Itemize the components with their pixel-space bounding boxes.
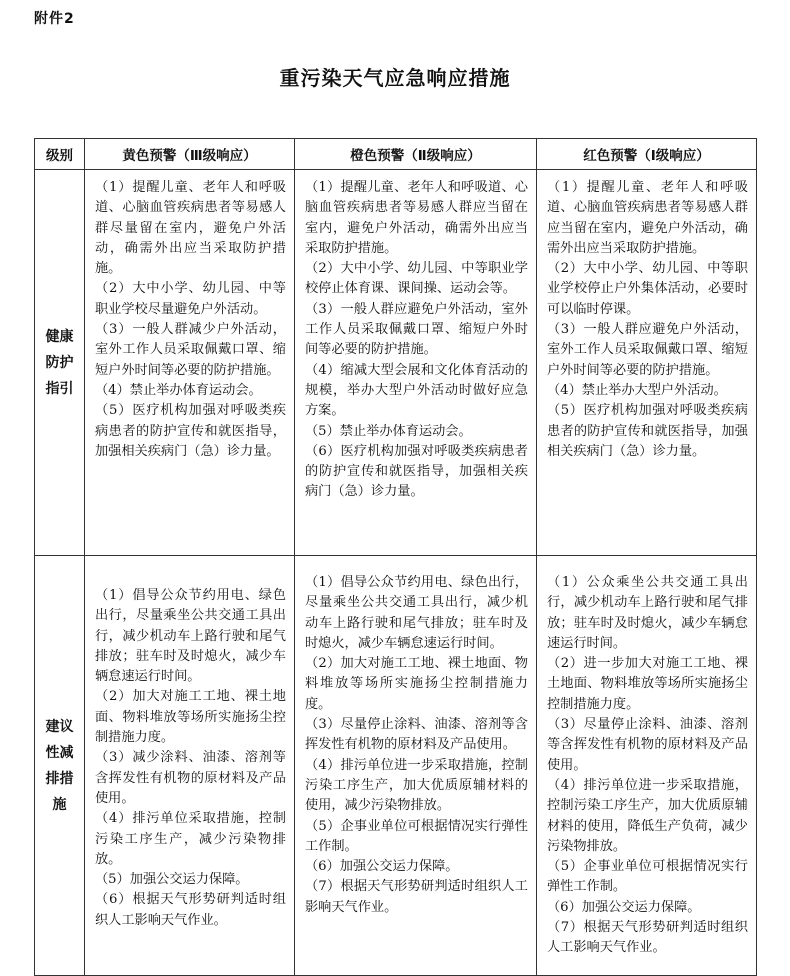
row-category-emission: 建议性减排措施 [35,556,85,976]
measure-item: （4）排污单位进一步采取措施，控制污染工序生产，加大优质原辅材料的使用，减少污染物排放。 [305,757,528,814]
measure-item: （2）大中小学、幼儿园、中等职业学校停止户外集体活动，必要时可以临时停课。 [547,261,748,317]
measure-item: （4）排污单位进一步采取措施，控制污染工序生产，加大优质原辅材料的使用，降低生产负荷，减少污染物排放。 [547,777,748,854]
table-header-row [35,139,757,170]
measure-item: （2）进一步加大对施工工地、裸土地面、物料堆放等场所实施扬尘控制措施力度。 [547,656,748,712]
cell-yellow-emission [85,556,295,976]
measure-item: （5）医疗机构加强对呼吸类疾病患者的防护宣传和就医指导，加强相关疾病门（急）诊力量。 [95,403,286,459]
measure-item: （1）提醒儿童、老年人和呼吸道、心脑血管疾病患者等易感人群应当留在室内，避免户外活动，确需外出应当采取防护措施。 [547,180,748,256]
measure-item: （6）加强公交运力保障。 [547,899,701,915]
measure-item: （2）大中小学、幼儿园、中等职业学校停止体育课、课间操、运动会等。 [305,261,528,297]
table-row-emission-reduction [35,556,757,976]
cell-red-emission [537,556,757,976]
measure-item: （1）倡导公众节约用电、绿色出行，尽量乘坐公共交通工具出行，减少机动车上路行驶和尾气排放；驻车时及时熄火，减少车辆怠速运行时间。 [305,575,528,651]
header-level: 级别 [35,139,85,170]
measure-item: （1）公众乘坐公共交通工具出行，减少机动车上路行驶和尾气排放；驻车时及时熄火，减少车辆怠速运行时间。 [547,575,748,651]
measure-item: （1）提醒儿童、老年人和呼吸道、心脑血管疾病患者等易感人群应当留在室内，避免户外活动，确需外出应当采取防护措施。 [305,180,528,256]
measure-item: （3）减少涂料、油漆、溶剂等含挥发性有机物的原材料及产品使用。 [95,750,286,806]
measure-item: （4）排污单位采取措施，控制污染工序生产，减少污染物排放。 [95,811,286,867]
measure-item: （3）尽量停止涂料、油漆、溶剂等含挥发性有机物的原材料及产品使用。 [305,717,528,753]
measure-item: （5）禁止举办体育运动会。 [305,423,472,439]
cell-yellow-health [85,170,295,556]
table-row-health-guidance [35,170,757,556]
measure-item: （3）尽量停止涂料、油漆、溶剂等含挥发性有机物的原材料及产品使用。 [547,717,748,773]
measure-item: （4）禁止举办大型户外活动。 [547,382,727,398]
measure-item: （2）加大对施工工地、裸土地面、物料堆放等场所实施扬尘控制措施力度。 [305,656,528,712]
cell-orange-health [295,170,537,556]
measure-item: （1）倡导公众节约用电、绿色出行，尽量乘坐公共交通工具出行，减少机动车上路行驶和尾气排放；驻车时及时熄火，减少车辆怠速运行时间。 [95,588,286,685]
measure-item: （7）根据天气形势研判适时组织人工影响天气作业。 [547,920,748,956]
measure-item: （2）加大对施工工地、裸土地面、物料堆放等场所实施扬尘控制措施力度。 [95,689,286,746]
attachment-label: 附件2 [34,11,75,27]
measure-item: （5）加强公交运力保障。 [95,872,249,888]
measure-item: （5）企事业单位可根据情况实行弹性工作制。 [305,818,528,854]
measure-item: （6）医疗机构加强对呼吸类疾病患者的防护宣传和就医指导，加强相关疾病门（急）诊力量。 [305,443,528,500]
measure-item: （5）医疗机构加强对呼吸类疾病患者的防护宣传和就医指导，加强相关疾病门（急）诊力量。 [547,403,748,459]
response-measures-table [34,138,757,976]
measure-item: （3）一般人群减少户外活动，室外工作人员采取佩戴口罩、缩短户外时间等必要的防护措施。 [95,322,286,378]
row-category-health: 健康防护指引 [35,170,85,556]
measure-item: （3）一般人群应避免户外活动，室外工作人员采取佩戴口罩、缩短户外时间等必要的防护措施。 [305,301,528,358]
measure-item: （4）禁止举办体育运动会。 [95,382,262,398]
header-yellow-alert: 黄色预警（Ⅲ级响应） [85,139,295,170]
measure-item: （2）大中小学、幼儿园、中等职业学校尽量避免户外活动。 [95,281,286,317]
measure-item: （5）企事业单位可根据情况实行弹性工作制。 [547,859,748,895]
measure-item: （4）缩减大型会展和文化体育活动的规模，举办大型户外活动时做好应急方案。 [305,362,528,419]
cell-red-health [537,170,757,556]
page-title: 重污染天气应急响应措施 [279,66,511,90]
measure-item: （6）加强公交运力保障。 [305,859,459,875]
measure-item: （3）一般人群应避免户外活动，室外工作人员采取佩戴口罩、缩短户外时间等必要的防护措施。 [547,322,748,378]
header-orange-alert: 橙色预警（Ⅱ级响应） [295,139,537,170]
measure-item: （6）根据天气形势研判适时组织人工影响天气作业。 [95,892,286,928]
header-red-alert: 红色预警（Ⅰ级响应） [537,139,757,170]
measure-item: （1）提醒儿童、老年人和呼吸道、心脑血管疾病患者等易感人群尽量留在室内，避免户外活动，确需外出应当采取防护措施。 [95,180,286,277]
measure-item: （7）根据天气形势研判适时组织人工影响天气作业。 [305,879,528,915]
cell-orange-emission [295,556,537,976]
